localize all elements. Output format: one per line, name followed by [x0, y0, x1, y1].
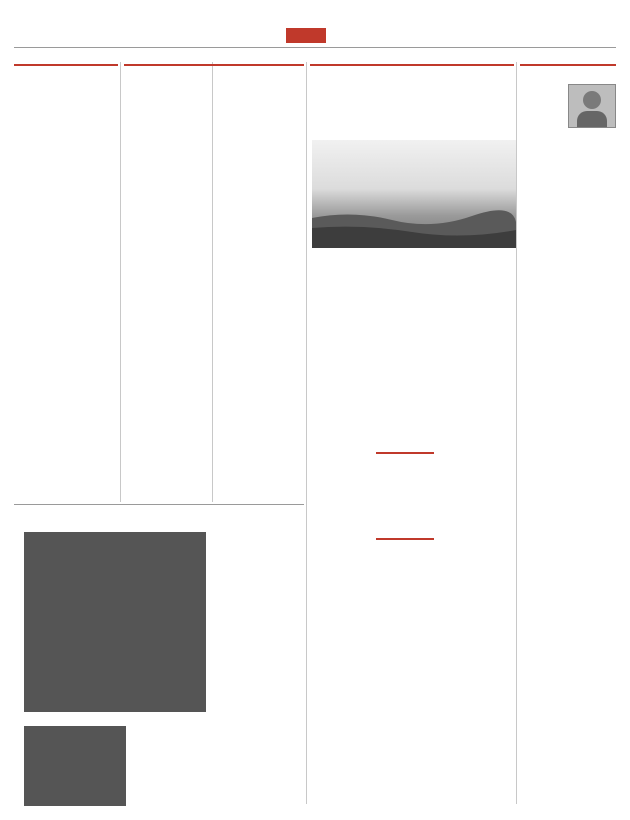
pull-quote-text [376, 454, 434, 536]
crossword-grid [24, 532, 206, 712]
column-rule [516, 62, 517, 804]
previous-crossword-grid [24, 726, 126, 806]
column-rule [212, 62, 213, 502]
crossword-numbers-top [24, 522, 204, 530]
wetland-bird-photo [312, 140, 516, 248]
crossword-rule [14, 504, 304, 505]
env-pull-quote [376, 452, 434, 540]
column-rule [306, 62, 307, 804]
crossword-numbers-side [206, 532, 214, 710]
masthead-rule [14, 47, 616, 48]
news-section-header [14, 64, 118, 78]
author-photo [568, 84, 616, 128]
env-section-header [310, 64, 514, 78]
masthead [14, 28, 616, 46]
section-badge [286, 28, 326, 43]
right-section-header [520, 64, 616, 80]
health-section-header [124, 64, 304, 78]
column-rule [120, 62, 121, 502]
